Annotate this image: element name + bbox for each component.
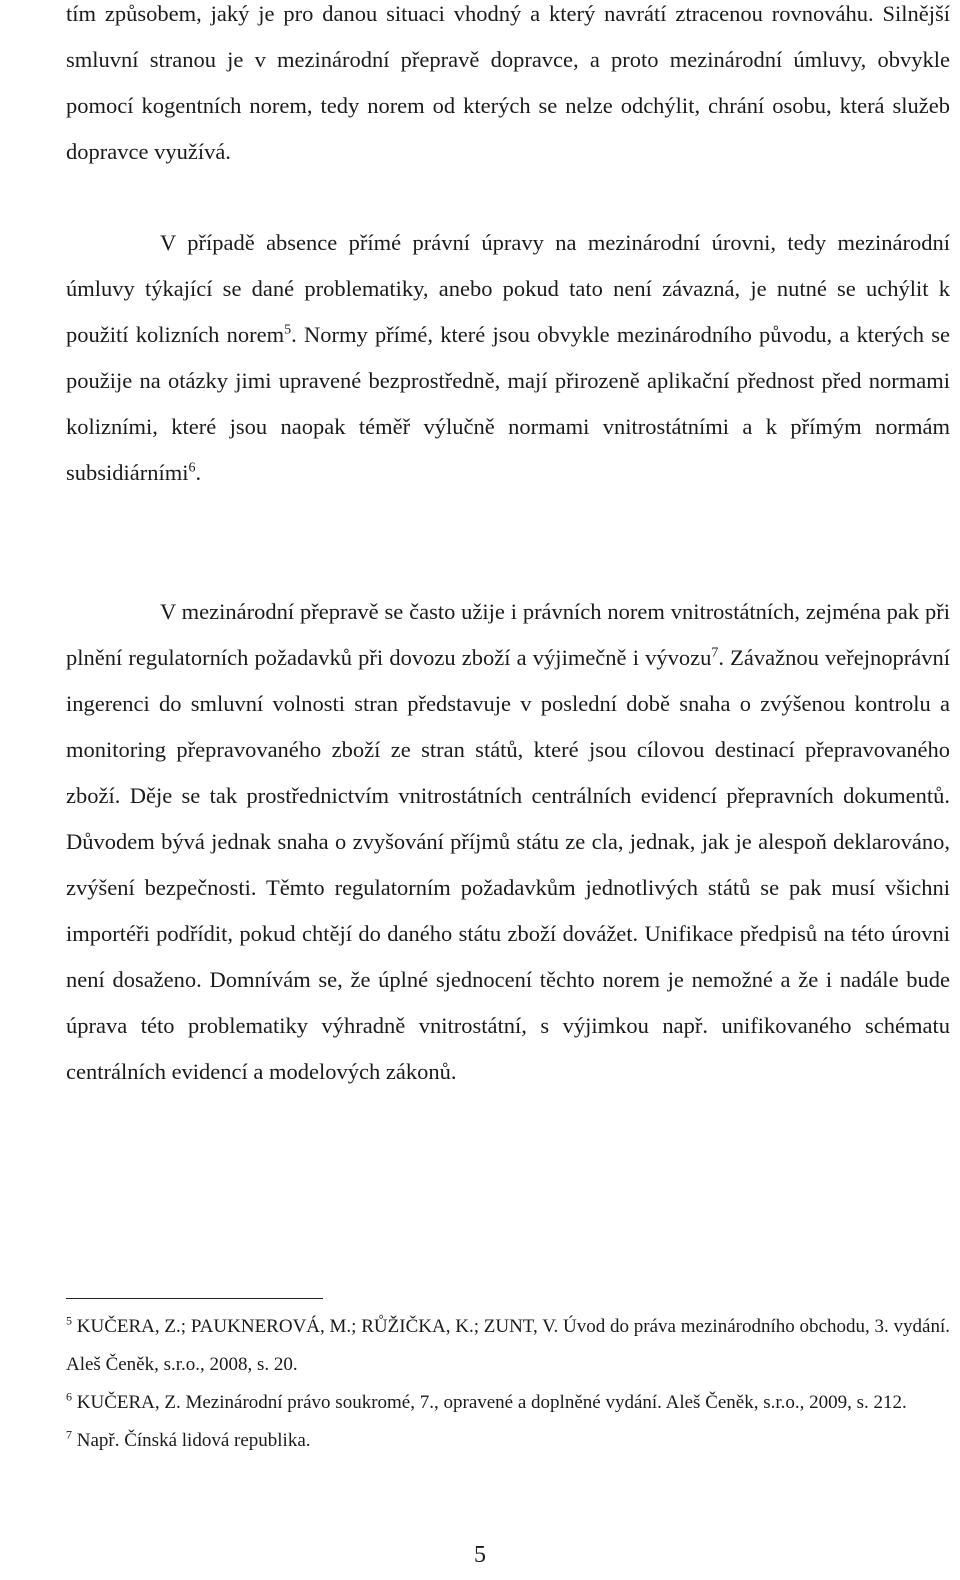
footnote-ref-6[interactable]: 6 — [188, 460, 196, 476]
footnote-6 — [66, 1384, 950, 1422]
paragraph-3-segment-2: . Závažnou veřejnoprávní ingerenci do smluvní volnosti stran představuje v poslední době snaha o zvýšenou kontrolu a monitoring přepravovaného zboží ze stran států, které jsou cílovou destinací přepravovaného zboží. Děje se tak prostřednictvím vnitrostátních centrálních evidencí přepravních dokumentů. Důvodem bývá jednak snaha o zvyšování příjmů státu ze cla, jednak, jak je alespoň deklarováno, zvýšení bezpečnosti. Těmto regulatorním požadavkům jednotlivých států se pak musí všichni importéři podřídit, pokud chtějí do daného státu zboží dovážet. Unifikace předpisů na této úrovni není dosaženo. Domnívám se, že úplné sjednocení těchto norem je nemožné a že i nadále bude úprava této problematiky výhradně vnitrostátní, s výjimkou např. unifikovaného schématu centrálních evidencí a modelových zákonů. — [66, 645, 951, 1084]
footnote-number-5: 5 — [66, 1313, 72, 1328]
paragraph-1-text: tím způsobem, jaký je pro danou situaci vhodný a který navrátí ztracenou rovnováhu. Silnější smluvní stranou je v mezinárodní přepravě dopravce, a proto mezinárodní úmluvy, obvykle pomocí kogentních norem, tedy norem od kterých se nelze odchýlit, chrání osobu, která služeb dopravce využívá. — [66, 1, 950, 164]
footnote-separator — [66, 1298, 323, 1299]
footnote-ref-7[interactable]: 7 — [711, 645, 719, 661]
paragraph-1 — [66, 0, 950, 175]
paragraph-2-segment-2: . Normy přímé, které jsou obvykle mezinárodního původu, a kterých se použije na otázky jimi upravené bezprostředně, mají přirozeně aplikační přednost před normami kolizními, které jsou naopak téměř výlučně normami vnitrostátními a k přímým normám subsidiárními — [66, 322, 951, 485]
footnote-number-7: 7 — [66, 1427, 72, 1442]
paragraph-3-segment-1: V mezinárodní přepravě se často užije i právních norem vnitrostátních, zejména pak při plnění regulatorních požadavků při dovozu zboží a výjimečně i vývozu — [66, 599, 950, 670]
footnote-text-7: Např. Čínská lidová republika. — [72, 1430, 311, 1451]
footnote-5 — [66, 1308, 950, 1384]
footnotes — [66, 1308, 950, 1460]
paragraph-2-segment-1: V případě absence přímé právní úpravy na mezinárodní úrovni, tedy mezinárodní úmluvy týkající se dané problematiky, anebo pokud tato není závazná, je nutné se uchýlit k použití kolizních norem — [66, 230, 950, 347]
page-number: 5 — [474, 1542, 486, 1568]
paragraph-2-segment-3: . — [195, 460, 202, 485]
paragraph-3 — [66, 589, 950, 1095]
footnote-text-5: KUČERA, Z.; PAUKNEROVÁ, M.; RŮŽIČKA, K.; ZUNT, V. Úvod do práva mezinárodního obchodu, 3. vydání. Aleš Čeněk, s.r.o., 2008, s. 20. — [66, 1316, 950, 1375]
paragraph-2 — [66, 220, 950, 496]
footnote-text-6: KUČERA, Z. Mezinárodní právo soukromé, 7., opravené a doplněné vydání. Aleš Čeněk, s.r.o., 2009, s. 212. — [72, 1392, 907, 1413]
footnote-7 — [66, 1422, 950, 1460]
footnote-ref-5[interactable]: 5 — [284, 322, 292, 338]
footnote-number-6: 6 — [66, 1389, 72, 1404]
